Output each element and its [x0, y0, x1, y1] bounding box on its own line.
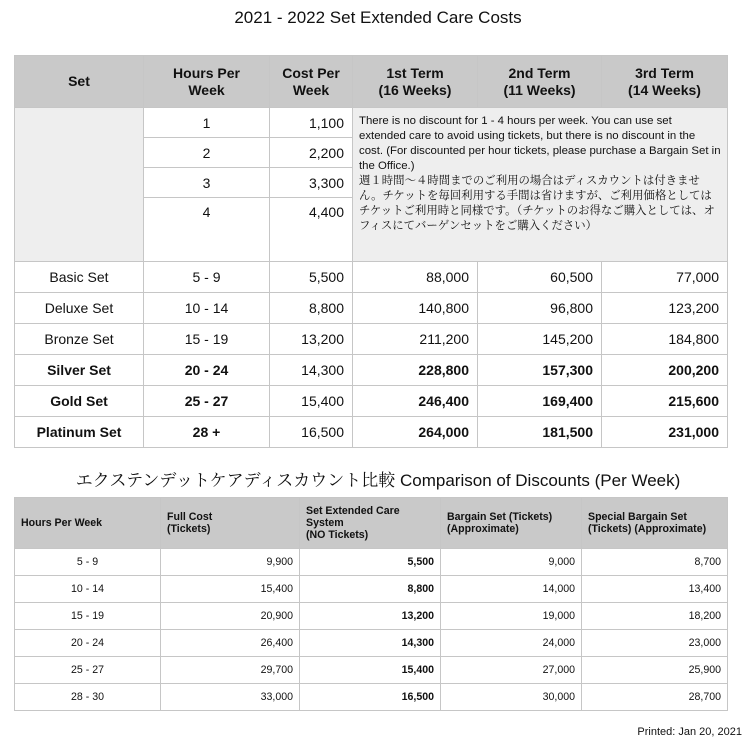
- no-discount-note: [353, 108, 728, 262]
- col-header-term1: 1st Term (16 Weeks): [353, 56, 478, 108]
- full-cost-cell: 33,000: [161, 684, 300, 711]
- special-bargain-cell: 13,400: [582, 576, 728, 603]
- col-header-bargain: Bargain Set (Tickets) (Approximate): [441, 498, 582, 549]
- comparison-table: [14, 497, 728, 711]
- bargain-cell: 30,000: [441, 684, 582, 711]
- table-row: [15, 262, 728, 293]
- cost-cell: 5,500: [270, 262, 353, 293]
- term2-cell: 145,200: [478, 324, 602, 355]
- term1-cell: 246,400: [353, 386, 478, 417]
- special-bargain-cell: 25,900: [582, 657, 728, 684]
- set-cost-cell: 14,300: [300, 630, 441, 657]
- col-header-cost: Cost Per Week: [270, 56, 353, 108]
- cost-cell: 13,200: [270, 324, 353, 355]
- set-name-cell: Gold Set: [15, 386, 144, 417]
- cost-cell: 3,300: [270, 168, 353, 198]
- set-cost-cell: 16,500: [300, 684, 441, 711]
- hours-cell: 20 - 24: [15, 630, 161, 657]
- hours-cell: 1: [144, 108, 270, 138]
- set-cost-cell: 5,500: [300, 549, 441, 576]
- hours-cell: 25 - 27: [144, 386, 270, 417]
- term2-cell: 60,500: [478, 262, 602, 293]
- note-japanese: 週１時間〜４時間までのご利用の場合はディスカウントは付きません。チケットを毎回利用する手間は省けますが、ご利用価格としてはチケットご利用時と同様です。（チケットのお得なご購入としては、オフィスにてバーゲンセットをご購入ください）: [359, 175, 715, 232]
- term2-cell: 169,400: [478, 386, 602, 417]
- table-row: [15, 576, 728, 603]
- hours-cell: 20 - 24: [144, 355, 270, 386]
- hours-cell: 15 - 19: [15, 603, 161, 630]
- term1-cell: 211,200: [353, 324, 478, 355]
- hours-cell: 5 - 9: [15, 549, 161, 576]
- hours-cell: 4: [144, 198, 270, 262]
- col-header-term2: 2nd Term (11 Weeks): [478, 56, 602, 108]
- set-name-cell: Bronze Set: [15, 324, 144, 355]
- bargain-cell: 14,000: [441, 576, 582, 603]
- table-row: [15, 355, 728, 386]
- table-row: [15, 417, 728, 448]
- cost-cell: 14,300: [270, 355, 353, 386]
- table-row: [15, 603, 728, 630]
- term3-cell: 184,800: [602, 324, 728, 355]
- set-name-cell: Deluxe Set: [15, 293, 144, 324]
- printed-date: Printed: Jan 20, 2021: [637, 726, 742, 738]
- set-name-cell: Basic Set: [15, 262, 144, 293]
- set-name-cell: Silver Set: [15, 355, 144, 386]
- cost-cell: 16,500: [270, 417, 353, 448]
- hours-cell: 28 +: [144, 417, 270, 448]
- term2-cell: 181,500: [478, 417, 602, 448]
- hours-cell: 10 - 14: [144, 293, 270, 324]
- bargain-cell: 9,000: [441, 549, 582, 576]
- bargain-cell: 24,000: [441, 630, 582, 657]
- term3-cell: 215,600: [602, 386, 728, 417]
- term1-cell: 264,000: [353, 417, 478, 448]
- note-english: There is no discount for 1 - 4 hours per week. You can use set extended care to avoid using tickets, but there is no discount in the cost. (For discounted per hour tickets, please purchase a Bargain Set in the Office.): [359, 115, 721, 172]
- full-cost-cell: 29,700: [161, 657, 300, 684]
- bargain-cell: 27,000: [441, 657, 582, 684]
- bargain-cell: 19,000: [441, 603, 582, 630]
- table-row: [15, 684, 728, 711]
- cost-cell: 1,100: [270, 108, 353, 138]
- special-bargain-cell: 23,000: [582, 630, 728, 657]
- comparison-title: エクステンデットケアディスカウント比較 Comparison of Discounts (Per Week): [75, 471, 681, 490]
- hours-cell: 15 - 19: [144, 324, 270, 355]
- hours-cell: 5 - 9: [144, 262, 270, 293]
- table-row: [15, 324, 728, 355]
- col-header-special-bargain: Special Bargain Set (Tickets) (Approximate): [582, 498, 728, 549]
- set-name-cell: Platinum Set: [15, 417, 144, 448]
- set-cost-cell: 8,800: [300, 576, 441, 603]
- table-row: [15, 108, 728, 138]
- full-cost-cell: 20,900: [161, 603, 300, 630]
- full-cost-cell: 15,400: [161, 576, 300, 603]
- hours-cell: 10 - 14: [15, 576, 161, 603]
- term3-cell: 123,200: [602, 293, 728, 324]
- term3-cell: 231,000: [602, 417, 728, 448]
- hours-cell: 25 - 27: [15, 657, 161, 684]
- term1-cell: 140,800: [353, 293, 478, 324]
- set-cost-cell: 15,400: [300, 657, 441, 684]
- cost-cell: 4,400: [270, 198, 353, 262]
- table-row: [15, 630, 728, 657]
- full-cost-cell: 9,900: [161, 549, 300, 576]
- term3-cell: 200,200: [602, 355, 728, 386]
- table-row: [15, 657, 728, 684]
- col-header-hours: Hours Per Week: [144, 56, 270, 108]
- special-bargain-cell: 18,200: [582, 603, 728, 630]
- term2-cell: 96,800: [478, 293, 602, 324]
- col-header-set: Set: [15, 56, 144, 108]
- hours-cell: 28 - 30: [15, 684, 161, 711]
- cost-cell: 8,800: [270, 293, 353, 324]
- page-title: 2021 - 2022 Set Extended Care Costs: [234, 8, 522, 27]
- table-row: [15, 386, 728, 417]
- table-header-row: [15, 56, 728, 108]
- cost-cell: 2,200: [270, 138, 353, 168]
- term1-cell: 228,800: [353, 355, 478, 386]
- set-costs-table: [14, 55, 728, 448]
- cost-cell: 15,400: [270, 386, 353, 417]
- set-cost-cell: 13,200: [300, 603, 441, 630]
- hours-cell: 2: [144, 138, 270, 168]
- full-cost-cell: 26,400: [161, 630, 300, 657]
- col-header-set-system: Set Extended Care System (NO Tickets): [300, 498, 441, 549]
- term1-cell: 88,000: [353, 262, 478, 293]
- table-header-row: [15, 498, 728, 549]
- term3-cell: 77,000: [602, 262, 728, 293]
- col-header-full-cost: Full Cost (Tickets): [161, 498, 300, 549]
- blank-set-cell: [15, 108, 144, 262]
- col-header-hours: Hours Per Week: [15, 498, 161, 549]
- special-bargain-cell: 8,700: [582, 549, 728, 576]
- col-header-term3: 3rd Term (14 Weeks): [602, 56, 728, 108]
- table-row: [15, 549, 728, 576]
- term2-cell: 157,300: [478, 355, 602, 386]
- special-bargain-cell: 28,700: [582, 684, 728, 711]
- table-row: [15, 293, 728, 324]
- hours-cell: 3: [144, 168, 270, 198]
